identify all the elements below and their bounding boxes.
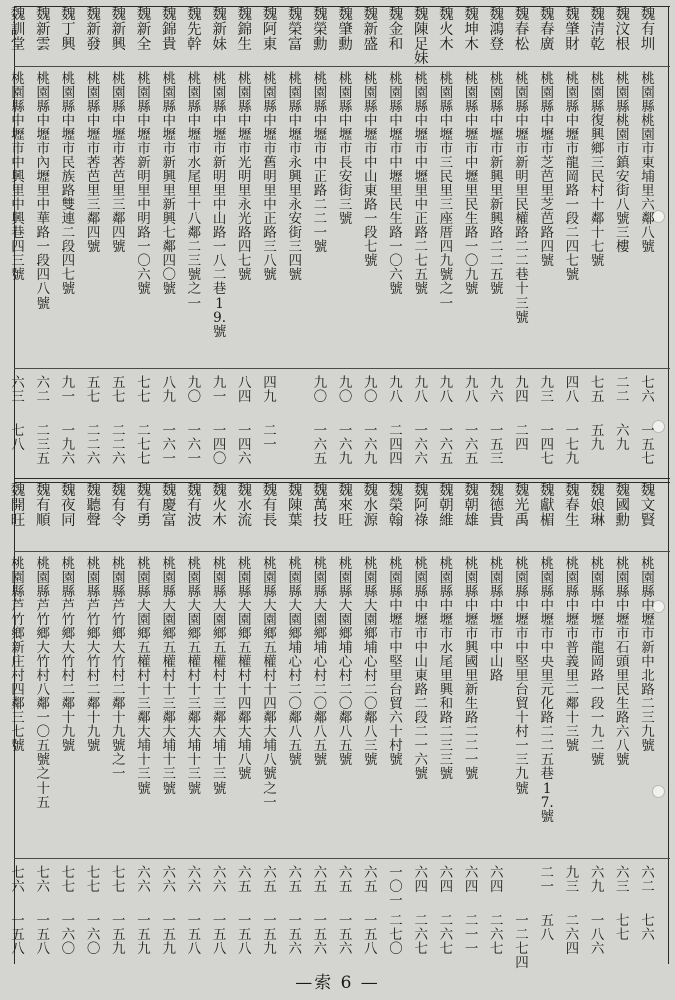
entry-address: 桃園縣芦竹鄉大竹村二鄰十九號 [61,556,76,755]
entry-number-primary: 六五 [238,865,252,896]
entry-address: 桃園縣中壢市新明里中山路一八二巷19.號 [212,71,227,340]
binding-hole-icon [652,785,665,798]
entry-number-secondary: 一五八 [212,913,227,958]
entry-name: 魏水源 [363,483,379,529]
entry-number-secondary: 一六五 [464,423,479,468]
entry-number-primary: 七六 [36,865,50,896]
entry-name: 魏金和 [388,7,404,53]
entry-name: 魏錦生 [237,7,253,53]
entry-name: 魏先幹 [187,7,202,53]
entry-address: 桃園縣中壢市龍岡路一段二四七號 [565,71,580,284]
entry-number-primary: 六五 [263,865,277,896]
entry-address: 桃園縣芦竹鄉大竹村二鄰十九號之一 [112,556,126,783]
entry-name: 魏榮翰 [388,483,404,529]
entry-number-secondary: 二二六 [112,423,126,468]
entry-address: 桃園縣中壢市永興里永安街三四號 [288,71,302,284]
entry-number-primary: 六六 [187,865,202,896]
entry-address: 桃園縣中壢市石頭里民生路六八號 [616,556,630,769]
entry-name: 魏德貴 [489,483,505,529]
entry-number-secondary: 二七〇 [389,913,403,958]
entry-number-secondary: 二六七 [439,913,454,958]
page-number-footer: —索 6 — [295,973,380,993]
entry-number-secondary: 一六九 [364,423,378,468]
entry-address: 桃園縣中壢市舊明里中正路三八號 [263,71,277,284]
entry-number-primary: 九八 [414,375,428,406]
entry-number-secondary: 一四六 [238,423,252,468]
entry-name: 魏春廣 [539,7,555,53]
entry-name: 魏夜同 [61,483,76,529]
entry-name: 魏國勳 [615,483,631,529]
entry-number-primary: 九一 [61,375,76,406]
entry-number-primary: 九一 [212,375,227,406]
entry-number-secondary: 二二六 [86,423,101,468]
entry-name: 魏火木 [212,483,227,529]
entry-number-secondary: 一五八 [364,913,378,958]
entry-name: 魏陳足妹 [413,7,429,68]
entry-address: 桃園縣大園鄉埔心村二〇鄰八五號 [338,556,353,769]
entry-address: 桃園縣中壢市新興里新興七鄰四〇號 [162,71,176,298]
entry-address: 桃園縣大園鄉五權村十三鄰大埔十三號 [137,556,151,797]
entry-address: 桃園縣桃園市鎮安街八號三樓 [616,71,630,256]
entry-number-primary: 五七 [86,375,101,406]
entry-address: 桃園縣芦竹鄉大竹村二鄰十九號 [86,556,101,755]
entry-number-primary: 六三 [11,375,25,406]
entry-number-primary: 二二 [616,375,630,406]
entry-name: 魏有勇 [136,483,152,529]
binding-edge-right [668,6,669,964]
entry-number-primary: 一〇一 [389,865,403,910]
entry-number-primary: 九〇 [187,375,202,406]
entry-address: 桃園縣中壢市中壢里民生路一〇九號 [464,71,479,298]
entry-name: 魏春生 [565,483,580,529]
entry-number-secondary: 一五八 [238,913,252,958]
entry-number-secondary: 一七九 [565,423,580,468]
entry-address: 桃園縣大園鄉五權村十四鄰大埔八號之一 [263,556,277,811]
entry-name: 魏光禹 [514,483,530,529]
entry-name: 魏朝雄 [464,483,479,529]
entry-name: 魏鴻登 [489,7,505,53]
entry-number-primary: 六四 [464,865,479,896]
entry-address: 桃園縣中壢市中山東路二段二一六號 [414,556,428,783]
entry-number-secondary: 六九 [616,423,630,454]
entry-name: 魏新發 [86,7,101,53]
entry-number-primary: 九八 [439,375,454,406]
section-bottom-rule [14,478,670,479]
entry-name: 魏獻楣 [539,483,555,529]
entry-number-secondary: 二四 [515,423,529,454]
entry-number-secondary: 二一 [263,423,277,454]
entry-number-secondary: 一五八 [187,913,202,958]
entry-name: 魏有令 [111,483,127,529]
entry-number-secondary: 二六七 [414,913,428,958]
entry-number-secondary: 一五六 [313,913,328,958]
entry-number-primary: 七七 [112,865,126,896]
entry-address: 桃園縣中壢市中山路 [490,556,504,685]
entry-number-primary: 六九 [590,865,605,896]
entry-name: 魏新盛 [363,7,379,53]
entry-number-secondary: 一六六 [414,423,428,468]
entry-name: 魏丁興 [61,7,76,53]
entry-number-secondary: 一八六 [590,913,605,958]
entry-address: 桃園縣大園鄉五權村十三鄰大埔十三號 [162,556,176,797]
entry-address: 桃園縣大園鄉埔心村二〇鄰八三號 [364,556,378,769]
entry-number-secondary: 二七七 [137,423,151,468]
entry-number-primary: 九八 [389,375,403,406]
entry-number-secondary: 一六九 [338,423,353,468]
entry-name: 魏萬技 [313,483,328,529]
entry-number-secondary: 一五三 [490,423,504,468]
entry-address: 桃園縣大園鄉五權村十三鄰大埔十三號 [212,556,227,797]
entry-address: 桃園縣中壢市中央里元化路二二五巷17.號 [540,556,554,825]
entry-number-secondary: 一六五 [313,423,328,468]
entry-name: 魏訓堂 [10,7,26,53]
entry-name: 魏肇勳 [338,7,353,53]
entry-address: 桃園縣中壢市水尾里十八鄰二三號之一 [187,71,202,312]
entry-number-primary: 六四 [490,865,504,896]
entry-number-secondary: 二六七 [490,913,504,958]
entry-number-primary: 九三 [565,865,580,896]
entry-number-primary: 七七 [61,865,76,896]
entry-number-secondary: 一六〇 [86,913,101,958]
entry-number-secondary: 五八 [540,913,554,944]
entry-address: 桃園縣中壢市水尾里興和路二三三號 [439,556,454,783]
entry-address: 桃園縣中壢市中興里中興巷四三號 [11,71,25,284]
entry-name: 魏陳葉 [287,483,303,529]
entry-number-secondary: 一五七 [641,423,655,468]
entry-number-primary: 八九 [162,375,176,406]
entry-name: 魏新全 [136,7,152,53]
entry-number-secondary: 七八 [11,423,25,454]
entry-name: 魏榮富 [287,7,303,53]
entry-number-primary: 七七 [137,375,151,406]
entry-number-secondary: 一九六 [61,423,76,468]
entry-name: 魏新雲 [35,7,51,53]
entry-name: 魏慶富 [161,483,177,529]
entry-number-primary: 七五 [590,375,605,406]
entry-address: 桃園縣中壢市三民里三座厝四九號之一 [439,71,454,312]
entry-number-secondary: 二六四 [565,913,580,958]
entry-address: 桃園縣中壢市中壢里中正路二七五號 [414,71,428,298]
entry-address: 桃園縣大園鄉五權村十三鄰大埔十三號 [187,556,202,797]
entry-number-primary: 六六 [162,865,176,896]
entry-name: 魏新妹 [212,7,227,53]
entry-name: 魏有圳 [640,7,656,53]
entry-name: 魏水流 [237,483,253,529]
entry-number-secondary: 一五八 [11,913,25,958]
entry-number-primary: 二一 [540,865,554,896]
entry-address: 桃園縣大園鄉五權村十四鄰大埔八號 [238,556,252,783]
entry-number-primary: 六三 [616,865,630,896]
entry-name: 魏文賢 [640,483,656,529]
entry-number-secondary: 一四〇 [212,423,227,468]
entry-name: 魏清乾 [590,7,605,53]
entry-number-primary: 六六 [137,865,151,896]
entry-number-primary: 六四 [414,865,428,896]
entry-address: 桃園縣中壢市民族路雙連二段四七號 [61,71,76,298]
entry-number-primary: 六二 [36,375,50,406]
entry-address: 桃園縣中壢市中堅里台貿十村一三九號 [515,556,529,797]
entry-number-secondary: 一六〇 [61,913,76,958]
entry-address: 桃園縣中壢市新中北路二三九號 [641,556,655,755]
entry-address: 桃園縣中壢市普義里二鄰十三號 [565,556,580,755]
entry-number-secondary: 七七 [616,913,630,944]
entry-number-secondary: 一五九 [112,913,126,958]
entry-number-primary: 五七 [112,375,126,406]
entry-number-primary: 六五 [338,865,353,896]
entry-number-primary: 六六 [212,865,227,896]
entry-name: 魏朝維 [439,483,454,529]
entry-name: 魏來旺 [338,483,353,529]
entry-number-primary: 九四 [515,375,529,406]
entry-address: 桃園縣中壢市興國里新生路二二一號 [464,556,479,783]
entry-address: 桃園縣中壢市龍岡路一段一九二號 [590,556,605,769]
entry-number-primary: 四九 [263,375,277,406]
entry-number-primary: 六五 [313,865,328,896]
entry-name: 魏開旺 [10,483,26,529]
entry-number-primary: 九〇 [364,375,378,406]
entry-address: 桃園縣芦竹鄉大竹村八鄰一〇五號之十五 [36,556,50,811]
entry-number-secondary: 一五九 [137,913,151,958]
entry-number-secondary: 一五九 [162,913,176,958]
entry-number-secondary: 一五六 [338,913,353,958]
entry-name: 魏有順 [35,483,51,529]
name-row-rule [14,551,670,552]
entry-address: 桃園縣中壢市中山東路一段七號 [364,71,378,270]
entry-name: 魏聽聲 [86,483,101,529]
entry-number-secondary: 二三五 [36,423,50,468]
entry-name: 魏新興 [111,7,127,53]
entry-name: 魏火木 [439,7,454,53]
entry-address: 桃園縣中壢市內壢里中華路一段四八號 [36,71,50,312]
entry-number-primary: 九八 [464,375,479,406]
entry-number-secondary: 一四七 [540,423,554,468]
entry-address: 桃園縣復興鄉三民村十鄰十七號 [590,71,605,270]
address-row-rule [14,858,670,859]
entry-name: 魏娘琳 [590,483,605,529]
entry-number-primary: 九三 [540,375,554,406]
entry-name: 魏有波 [187,483,202,529]
entry-number-primary: 六四 [439,865,454,896]
entry-address: 桃園縣中壢市莕芭里三鄰四號 [112,71,126,256]
entry-number-primary: 九〇 [338,375,353,406]
entry-number-secondary: 一五八 [36,913,50,958]
entry-address: 桃園縣桃園市東埔里六鄰八號 [641,71,655,256]
entry-number-secondary: 一五六 [288,913,302,958]
entry-number-primary: 九六 [490,375,504,406]
entry-number-secondary: 一六一 [187,423,202,468]
entry-number-secondary: 二一一 [464,913,479,958]
entry-name: 魏榮勳 [313,7,328,53]
entry-number-secondary: 一二七四 [515,913,529,972]
entry-number-primary: 六五 [364,865,378,896]
entry-number-primary: 四八 [565,375,580,406]
entry-address: 桃園縣中壢市芝芭里芝芭路四號 [540,71,554,270]
entry-number-primary: 七六 [641,375,655,406]
entry-number-primary: 八四 [238,375,252,406]
entry-name: 魏阿東 [262,7,278,53]
entry-number-primary: 七六 [11,865,25,896]
entry-number-primary: 七七 [86,865,101,896]
entry-address: 桃園縣中壢市中壢里民生路一〇六號 [389,71,403,298]
entry-number-primary: 九〇 [313,375,328,406]
entry-name: 魏肇財 [565,7,580,53]
entry-number-secondary: 七六 [641,913,655,944]
entry-address: 桃園縣大園鄉埔心村二〇鄰八五號 [288,556,302,769]
entry-number-primary: 六五 [288,865,302,896]
entry-address: 桃園縣芦竹鄉新庄村四鄰三七號 [11,556,25,755]
entry-name: 魏汶根 [615,7,631,53]
name-row-rule [14,66,670,67]
entry-address: 桃園縣中壢市莕芭里三鄰四號 [86,71,101,256]
entry-address: 桃園縣中壢市中正路二二一號 [313,71,328,256]
entry-address: 桃園縣中壢市新明里民權路二二巷十三號 [515,71,529,326]
entry-number-secondary: 一六一 [162,423,176,468]
address-row-rule [14,368,670,369]
entry-address: 桃園縣中壢市新明里中明路一〇六號 [137,71,151,298]
entry-name: 魏錦貴 [161,7,177,53]
entry-address: 桃園縣中壢市光明里永光路四七號 [238,71,252,284]
entry-name: 魏有長 [262,483,278,529]
entry-address: 桃園縣中壢市中堅里台貿六十村號 [389,556,403,769]
entry-name: 魏坤木 [464,7,479,53]
entry-number-secondary: 一五九 [263,913,277,958]
entry-number-primary: 六二 [641,865,655,896]
entry-address: 桃園縣中壢市長安街三號 [338,71,353,228]
entry-address: 桃園縣大園鄉埔心村二〇鄰八五號 [313,556,328,769]
entry-name: 魏春松 [514,7,530,53]
entry-address: 桃園縣中壢市新興里新興路二二五號 [490,71,504,298]
entry-name: 魏阿祿 [413,483,429,529]
entry-number-secondary: 二四四 [389,423,403,468]
entry-number-secondary: 五九 [590,423,605,454]
entry-number-secondary: 一六五 [439,423,454,468]
